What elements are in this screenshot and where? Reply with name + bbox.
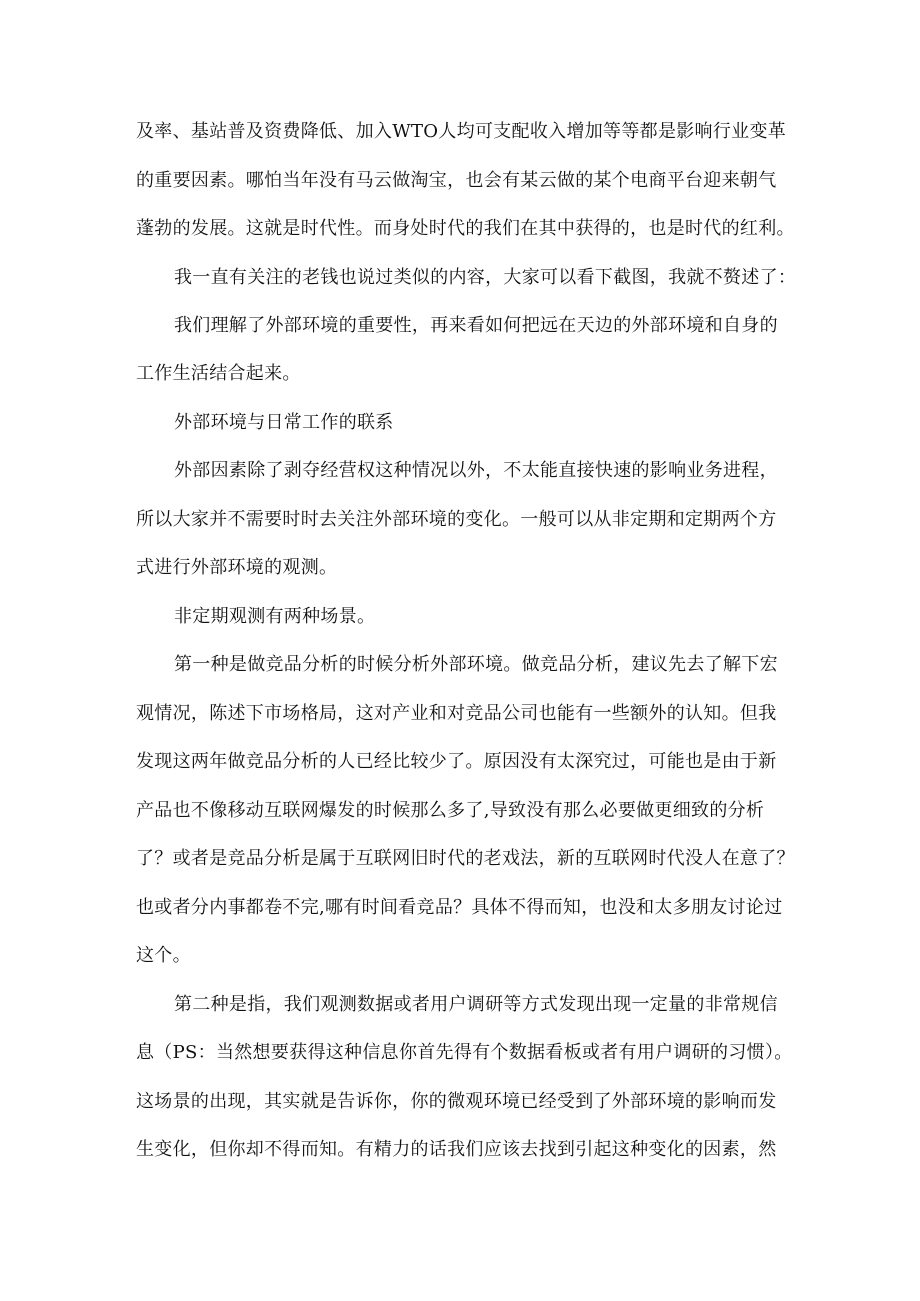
paragraph-line: 蓬勃的发展。这就是时代性。而身处时代的我们在其中获得的，也是时代的红利。: [136, 218, 795, 239]
paragraph-line: 非定期观测有两种场景。: [174, 606, 376, 627]
paragraph-line: 这个。: [136, 945, 191, 966]
paragraph-line: 我一直有关注的老钱也说过类似的内容，大家可以看下截图，我就不赘述了：: [174, 267, 797, 288]
paragraph-line: 了？或者是竞品分析是属于互联网旧时代的老戏法，新的互联网时代没人在意了？: [136, 848, 795, 869]
paragraph-line: 发现这两年做竞品分析的人已经比较少了。原因没有太深究过，可能也是由于新: [136, 751, 777, 772]
paragraph-line: 所以大家并不需要时时去关注外部环境的变化。一般可以从非定期和定期两个方: [136, 509, 777, 530]
paragraph-line: 息（PS：当然想要获得这种信息你首先得有个数据看板或者有用户调研的习惯）。: [136, 1042, 793, 1063]
paragraph-line: 产品也不像移动互联网爆发的时候那么多了,导致没有那么必要做更细致的分析: [136, 800, 765, 821]
paragraph-line: 观情况，陈述下市场格局，这对产业和对竞品公司也能有一些额外的认知。但我: [136, 703, 777, 724]
paragraph-line: 第一种是做竞品分析的时候分析外部环境。做竞品分析，建议先去了解下宏: [174, 654, 778, 675]
paragraph-line: 生变化，但你却不得而知。有精力的话我们应该去找到引起这种变化的因素，然: [136, 1139, 777, 1160]
paragraph-line: 及率、基站普及资费降低、加入WTO人均可支配收入增加等等都是影响行业变革: [136, 121, 787, 142]
paragraph-line: 工作生活结合起来。: [136, 363, 301, 384]
paragraph-line: 我们理解了外部环境的重要性，再来看如何把远在天边的外部环境和自身的: [174, 315, 778, 336]
paragraph-line: 的重要因素。哪怕当年没有马云做淘宝，也会有某云做的某个电商平台迎来朝气: [136, 170, 777, 191]
paragraph-line: 也或者分内事都卷不完,哪有时间看竞品？具体不得而知，也没和太多朋友讨论过: [136, 897, 783, 918]
paragraph-line: 式进行外部环境的观测。: [136, 557, 338, 578]
paragraph-line: 第二种是指，我们观测数据或者用户调研等方式发现出现一定量的非常规信: [174, 994, 778, 1015]
paragraph-line: 这场景的出现，其实就是告诉你，你的微观环境已经受到了外部环境的影响而发: [136, 1091, 777, 1112]
section-heading: 外部环境与日常工作的联系: [174, 412, 394, 433]
paragraph-line: 外部因素除了剥夺经营权这种情况以外，不太能直接快速的影响业务进程，: [174, 460, 778, 481]
